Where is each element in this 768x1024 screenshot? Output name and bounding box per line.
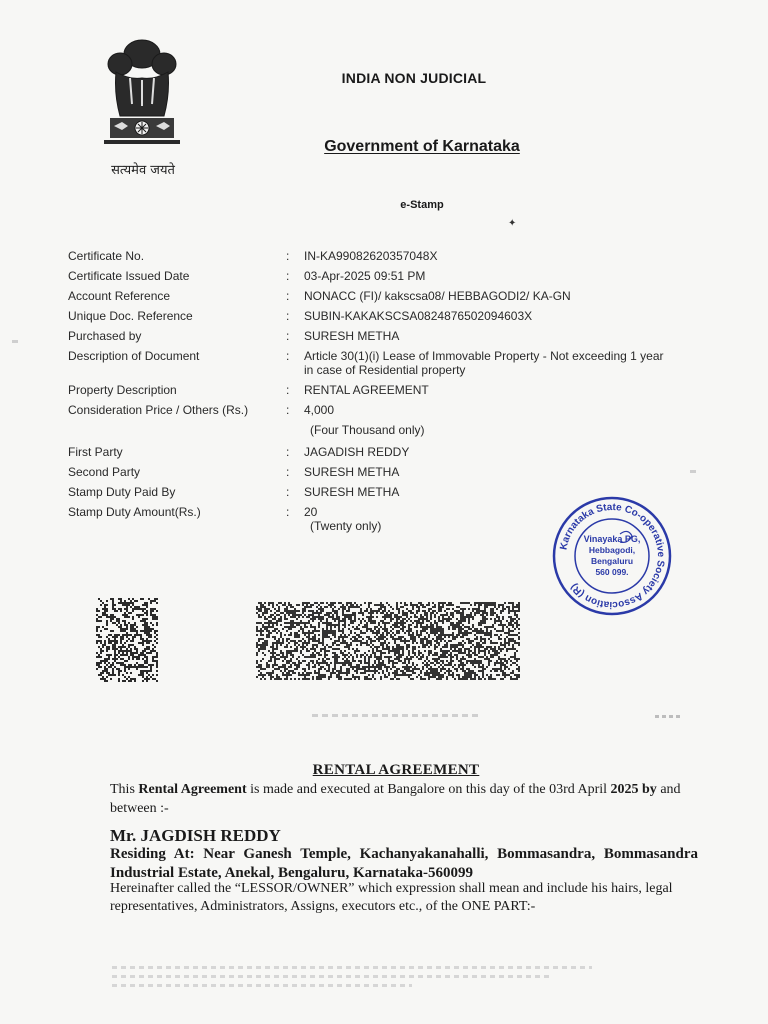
field-label: Property Description [68,383,177,397]
society-seal [550,494,674,618]
field-value-property-description: RENTAL AGREEMENT [304,383,429,397]
field-label: Purchased by [68,329,142,343]
agreement-intro: This Rental Agreement is made and executed at Bangalore on this day of the 03rd April 2025 by and between :- [110,782,681,816]
seal-line-1: Vinayaka PG, [583,534,641,544]
field-value-first-party: JAGADISH REDDY [304,445,410,459]
field-row-purchased-by: Purchased by : SURESH METHA [68,329,708,343]
field-label: First Party [68,445,123,459]
scan-edge-mark [12,340,18,343]
field-row-description-of-document: Description of Document : Article 30(1)(i) Lease of Immovable Property - Not exceeding 1 year in case of Residential property [68,349,708,377]
stamp-duty-amount: 20 [304,505,318,519]
seal-line-3: Bengaluru [590,556,634,566]
field-value-purchased-by: SURESH METHA [304,329,400,343]
header-india-non-judicial: INDIA NON JUDICIAL [341,70,487,86]
field-label: Stamp Duty Amount(Rs.) [68,505,201,519]
header-government: Government of Karnataka [324,138,520,155]
field-row-consideration-words [68,423,708,437]
field-label: Account Reference [68,289,171,303]
field-row-stamp-duty-paid-by: Stamp Duty Paid By : SURESH METHA [68,485,708,499]
field-row-account-reference: Account Reference : NONACC (FI)/ kakscsa08/ HEBBAGODI2/ KA-GN [68,289,708,303]
stamp-duty-words: (Twenty only) [310,519,382,533]
description-line: in case of Residential property [304,363,466,377]
qr-code-icon [96,598,158,682]
field-label: Description of Document [68,349,200,363]
agreement-title: RENTAL AGREEMENT [312,762,480,778]
lessor-name: Mr. JAGDISH REDDY [110,826,281,845]
faint-footer-print [112,966,612,996]
field-row-second-party: Second Party : SURESH METHA [68,465,708,479]
faint-print-mark [655,715,681,718]
description-line: Article 30(1)(i) Lease of Immovable Property - Not exceeding 1 year [304,349,664,363]
security-barcode-icon [256,602,520,680]
field-value-consideration-price: 4,000 [304,403,335,417]
field-value-consideration-words: (Four Thousand only) [310,423,425,437]
agreement-intro-year: 2025 by [610,782,657,797]
seal-line-2: Hebbagodi, [588,545,636,555]
field-label: Consideration Price / Others (Rs.) [68,403,249,417]
field-value-account-reference: NONACC (FI)/ kakscsa08/ HEBBAGODI2/ KA-GN [304,289,571,303]
lessor-definition: Hereinafter called the “LESSOR/OWNER” which expression shall mean and include his hairs, legal representatives, Administrators, Assigns, executors etc., of the ONE PART:- [110,881,673,914]
field-label: Stamp Duty Paid By [68,485,176,499]
field-value-stamp-duty-paid-by: SURESH METHA [304,485,400,499]
field-label: Second Party [68,465,141,479]
field-value-second-party: SURESH METHA [304,465,400,479]
agreement-intro-bold: Rental Agreement [138,782,247,797]
emblem-motto: सत्यमेव जयते [111,163,175,178]
seal-ring-text: Karnataka State Co-operative Society Association (R) [558,501,667,611]
field-label: Certificate No. [68,249,145,263]
field-row-property-description: Property Description : RENTAL AGREEMENT [68,383,708,397]
lessor-address: Residing At: Near Ganesh Temple, Kachanyakanahalli, Bommasandra, Bommasandra Industrial Estate, Anekal, Bengaluru, Karnataka-560099 [110,846,698,881]
field-row-first-party: First Party : JAGADISH REDDY [68,445,708,459]
field-row-unique-doc-reference: Unique Doc. Reference : SUBIN-KAKAKSCSA0824876502094603X [68,309,708,323]
field-label: Certificate Issued Date [68,269,190,283]
seal-line-4: 560 099. [595,567,629,577]
field-row-consideration-price: Consideration Price / Others (Rs.) : 4,000 [68,403,708,417]
field-value-unique-doc-reference: SUBIN-KAKAKSCSA0824876502094603X [304,309,533,323]
field-row-issued-date: Certificate Issued Date : 03-Apr-2025 09:51 PM [68,269,708,283]
field-label: Unique Doc. Reference [68,309,193,323]
header-estamp: e-Stamp [400,199,444,211]
field-value-issued-date: 03-Apr-2025 09:51 PM [304,269,426,283]
scan-mark-icon: ✦ [508,218,517,229]
scan-edge-mark [690,470,696,473]
certificate-details [68,249,708,533]
field-value-description-of-document [304,349,708,377]
field-value-certificate-no: IN-KA99082620357048X [304,249,438,263]
field-row-certificate-no: Certificate No. : IN-KA99082620357048X [68,249,708,263]
faint-print-line [312,714,482,717]
field-row-stamp-duty-amount: Stamp Duty Amount(Rs.) : 20 (Twenty only) [68,505,708,533]
